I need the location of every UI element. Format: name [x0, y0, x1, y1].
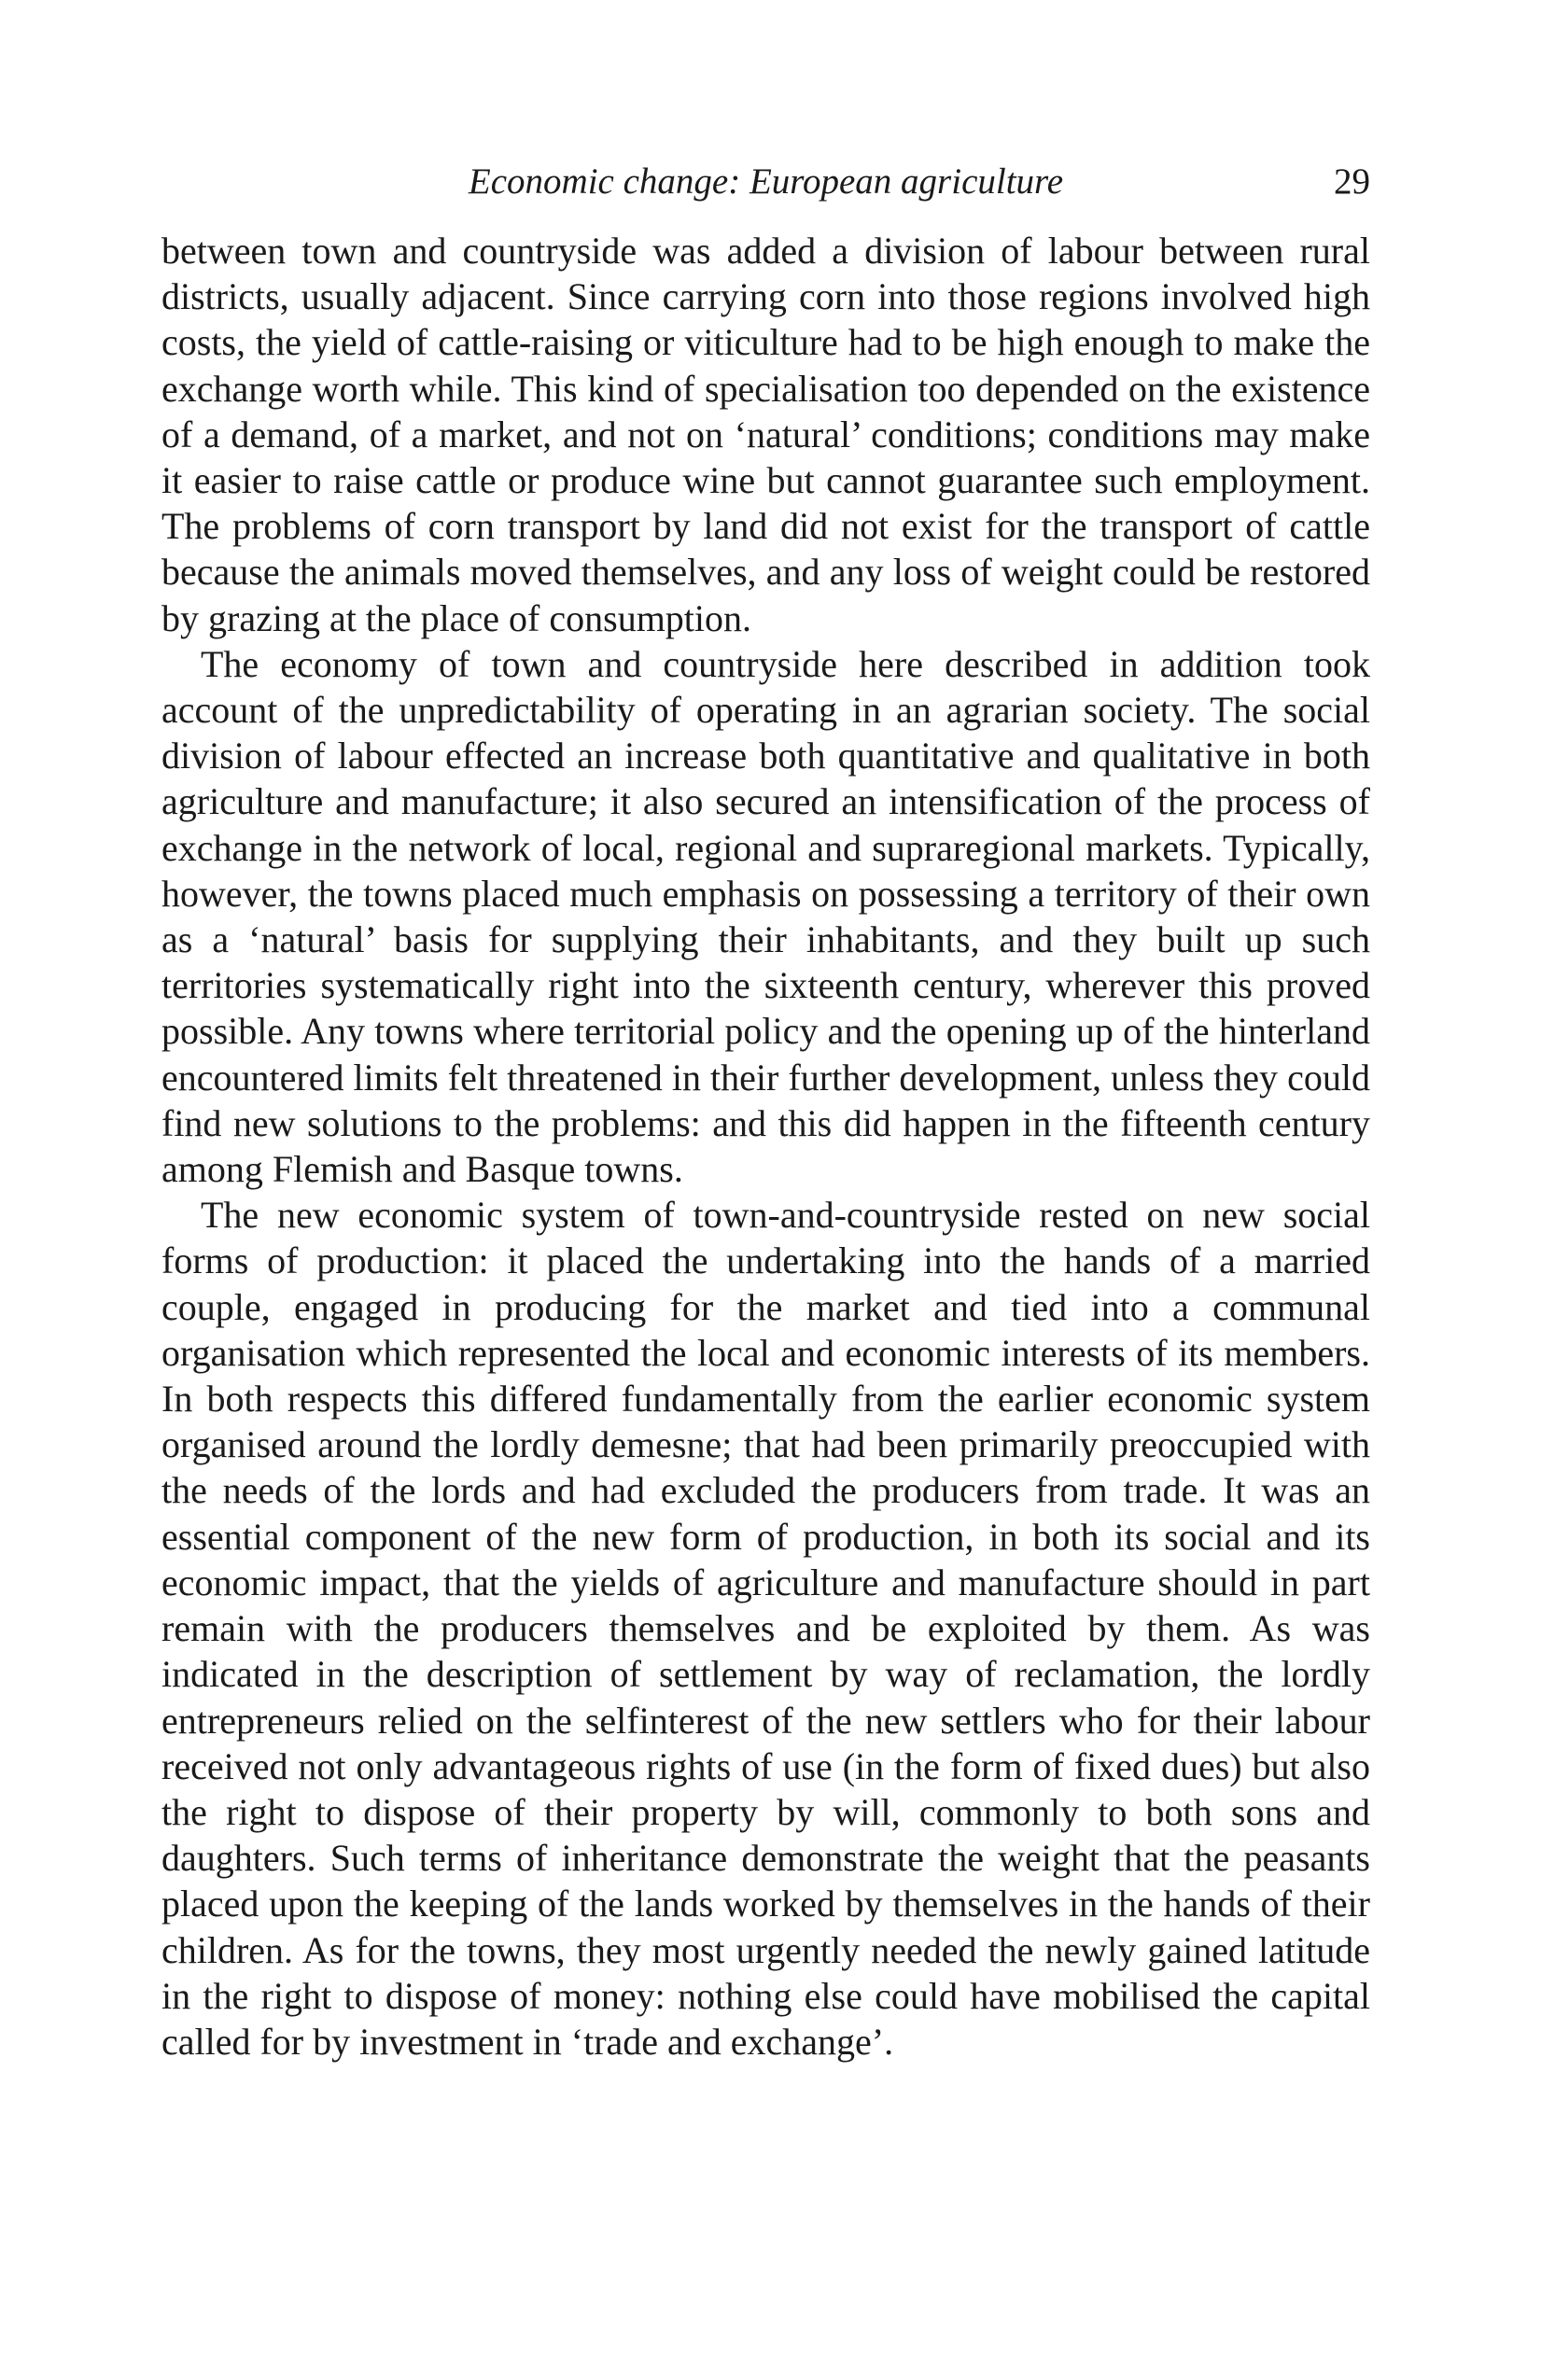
running-title: Economic change: European agriculture — [468, 161, 1064, 202]
page-number: 29 — [1334, 161, 1370, 202]
paragraph-continuation: between town and countryside was added a division of labour between rural districts, usually adjacent. Since carrying corn into those regions involved high costs, the yield of cattle-raising or viticulture had to be high enough to make the exchange worth while. This kind of specialisation too depended on the existence of a demand, of a market, and not on ‘natural’ conditions; conditions may make it easier to raise cattle or produce wine but cannot guarantee such employment. The problems of corn transport by land did not exist for the transport of cattle because the animals moved themselves, and any loss of weight could be restored by grazing at the place of consumption. — [161, 230, 1370, 639]
paragraph-town-countryside-economy: The economy of town and countryside here described in addition took account of the unpredictability of operating in an agrarian society. The social division of labour effected an increase both quantitative and qualitative in both agriculture and manufacture; it also secured an intensification of the process of exchange in the network of local, regional and supraregional markets. Typically, however, the towns placed much emphasis on possessing a territory of their own as a ‘natural’ basis for supplying their inhabitants, and they built up such territories systematically right into the sixteenth century, wherever this proved possible. Any towns where territorial policy and the opening up of the hinterland encountered limits felt threatened in their further development, unless they could find new solutions to the problems: and this did happen in the fifteenth century among Flemish and Basque towns. — [161, 642, 1370, 1191]
running-head — [161, 159, 1370, 205]
paragraph-new-economic-system: The new economic system of town-and-countryside rested on new social forms of production: it placed the undertaking into the hands of a married couple, engaged in producing for the market and tied into a communal organisation which represented the local and economic interests of its members. In both respects this differed fundamentally from the earlier economic system organised around the lordly demesne; that had been primarily preoccupied with the needs of the lords and had excluded the producers from trade. It was an essential component of the new form of production, in both its social and its economic impact, that the yields of agriculture and manufacture should in part remain with the producers themselves and be exploited by them. As was indicated in the description of settlement by way of reclamation, the lordly entrepreneurs relied on the selfinterest of the new settlers who for their labour received not only advantageous rights of use (in the form of fixed dues) but also the right to dispose of their property by will, commonly to both sons and daughters. Such terms of inheritance demonstrate the weight that the peasants placed upon the keeping of the lands worked by themselves in the hands of their children. As for the towns, they most urgently needed the newly gained latitude in the right to dispose of money: nothing else could have mobilised the capital called for by investment in ‘trade and exchange’. — [161, 1194, 1370, 2063]
body-text — [161, 228, 1370, 2065]
